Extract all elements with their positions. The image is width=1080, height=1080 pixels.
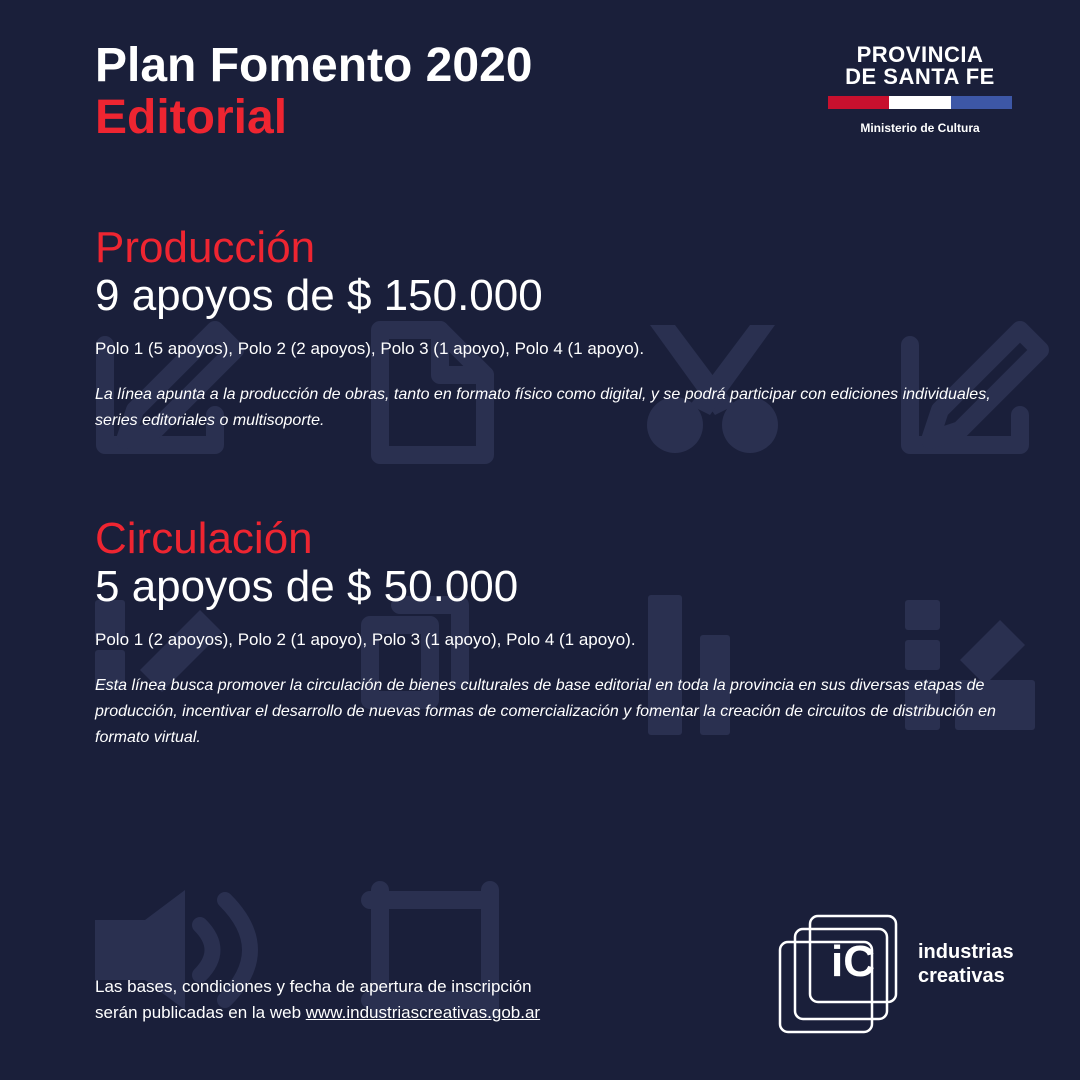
flag-white-stripe [889, 96, 950, 109]
section-description: La línea apunta a la producción de obras, tanto en formato físico como digital, y se podrá participar con ediciones individuales, series editoriales o multisoporte. [95, 386, 991, 429]
section-heading: Circulación [95, 514, 313, 563]
section-produccion [95, 224, 1035, 434]
footer-line2 [95, 1000, 540, 1026]
footer-line2-prefix: serán publicadas en la web [95, 1003, 306, 1022]
section-circulacion [95, 515, 1035, 751]
section-polos: Polo 1 (5 apoyos), Polo 2 (2 apoyos), Polo 3 (1 apoyo), Polo 4 (1 apoyo). [95, 339, 645, 358]
footer-line1: Las bases, condiciones y fecha de apertura de inscripción [95, 977, 532, 996]
page-subtitle: Editorial [95, 91, 288, 144]
flag-blue-stripe [951, 96, 1012, 109]
website-link[interactable]: www.industriascreativas.gob.ar [305, 1003, 541, 1022]
flag-red-stripe [828, 96, 889, 109]
title-block [95, 40, 532, 144]
section-amount: 9 apoyos de $ 150.000 [95, 271, 543, 320]
ic-mark: iC [831, 937, 875, 986]
section-polos: Polo 1 (2 apoyos), Polo 2 (1 apoyo), Polo 3 (1 apoyo), Polo 4 (1 apoyo). [95, 630, 636, 649]
footer-notice [95, 974, 540, 1026]
ic-logo-line2: creativas [918, 965, 1005, 987]
section-amount: 5 apoyos de $ 50.000 [95, 562, 519, 611]
page-title: Plan Fomento 2020 [95, 39, 533, 92]
section-description: Esta línea busca promover la circulación de bienes culturales de base editorial en toda la provincia en sus diversas etapas de producción, incentivar el desarrollo de nuevas formas de comercialización y fomentar la creación de circuitos de distribución en formato virtual. [95, 677, 996, 746]
flag-stripes [828, 96, 1012, 109]
ic-logo-line1: industrias [918, 941, 1014, 963]
ministry-label: Ministerio de Cultura [860, 121, 980, 135]
ic-logo-text [918, 940, 1014, 988]
provincia-logo [828, 44, 1012, 135]
section-heading: Producción [95, 223, 316, 272]
provincia-logo-line2: DE SANTA FE [845, 64, 995, 89]
provincia-logo-line1: PROVINCIA [856, 42, 984, 67]
